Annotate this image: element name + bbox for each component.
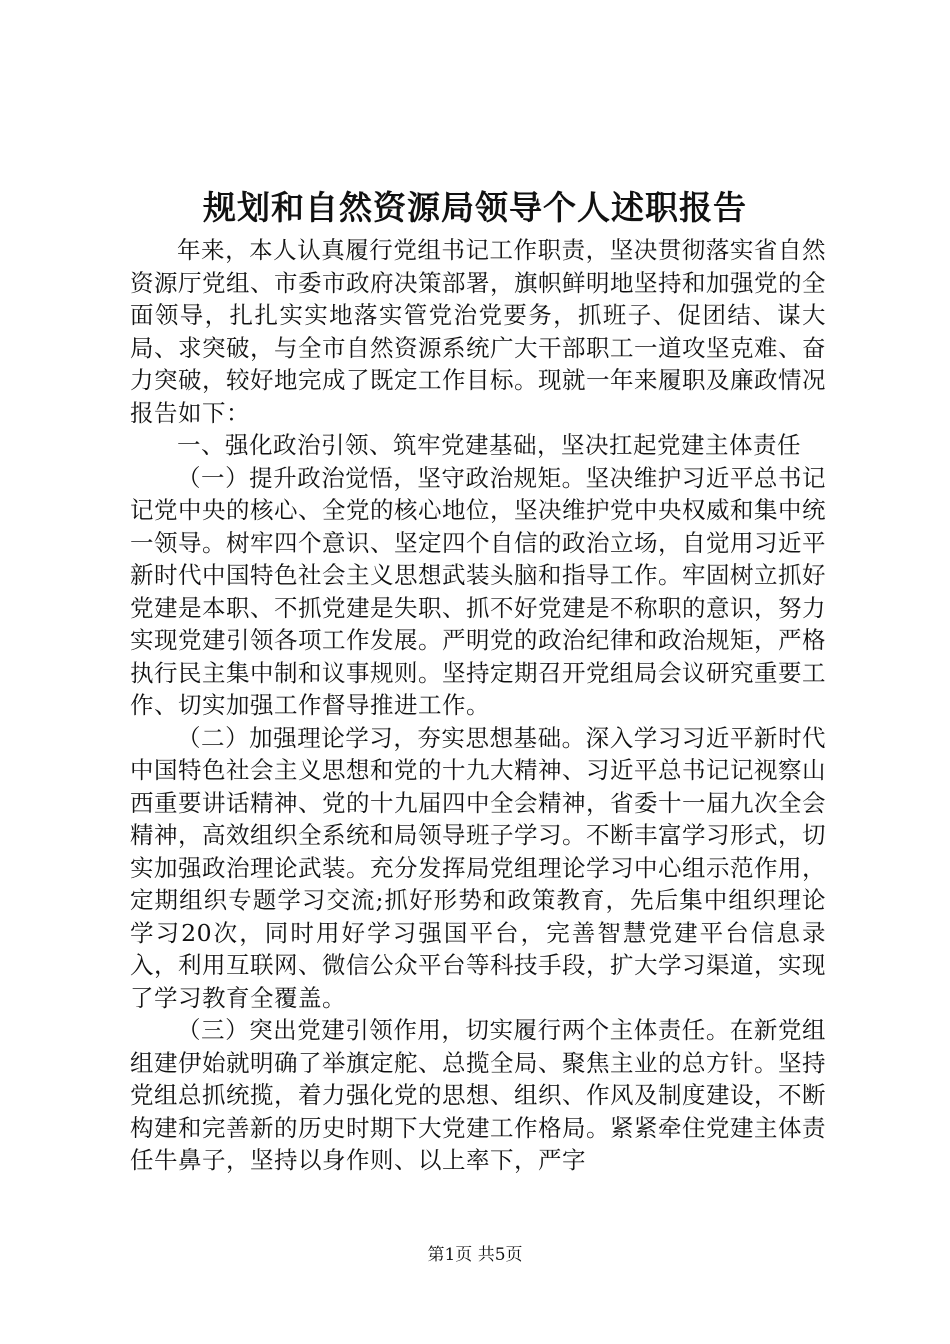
page-footer: 第1页 共5页 xyxy=(427,1245,523,1265)
section-heading-1: 一、强化政治引领、筑牢党建基础，坚决扛起党建主体责任 xyxy=(177,431,801,459)
paragraph-section-1-3: （三）突出党建引领作用，切实履行两个主体责任。在新党组组建伊始就明确了举旗定舵、总揽全局、聚焦主业的总方针。坚持党组总抓统揽，着力强化党的思想、组织、作风及制度建设，不断构建和完善新的历史时期下大党建工作格局。紧紧牵住党建主体责任牛鼻子，坚持以身作则、以上率下，严字 xyxy=(130,1016,826,1174)
paragraph-section-1-2: （二）加强理论学习，夯实思想基础。深入学习习近平新时代中国特色社会主义思想和党的十九大精神、习近平总书记记视察山西重要讲话精神、党的十九届四中全会精神，省委十一届九次全会精神，高效组织全系统和局领导班子学习。不断丰富学习形式，切实加强政治理论武装。充分发挥局党组理论学习中心组示范作用，定期组织专题学习交流;抓好形势和政策教育，先后集中组织理论学习20次，同时用好学习强国平台，完善智慧党建平台信息录入，利用互联网、微信公众平台等科技手段，扩大学习渠道，实现了学习教育全覆盖。 xyxy=(130,723,826,1012)
document-body xyxy=(130,234,826,1177)
document-title: 规划和自然资源局领导个人述职报告 xyxy=(203,188,747,227)
paragraph-section-1-1: （一）提升政治觉悟，坚守政治规矩。坚决维护习近平总书记记党中央的核心、全党的核心地位，坚决维护党中央权威和集中统一领导。树牢四个意识、坚定四个自信的政治立场，自觉用习近平新时代中国特色社会主义思想武装头脑和指导工作。牢固树立抓好党建是本职、不抓党建是失职、抓不好党建是不称职的意识，努力实现党建引领各项工作发展。严明党的政治纪律和政治规矩，严格执行民主集中制和议事规则。坚持定期召开党组局会议研究重要工作、切实加强工作督导推进工作。 xyxy=(130,463,826,719)
paragraph-intro: 年来，本人认真履行党组书记工作职责，坚决贯彻落实省自然资源厅党组、市委市政府决策部署，旗帜鲜明地坚持和加强党的全面领导，扎扎实实地落实管党治党要务，抓班子、促团结、谋大局、求突破，与全市自然资源系统广大干部职工一道攻坚克难、奋力突破，较好地完成了既定工作目标。现就一年来履职及廉政情况报告如下： xyxy=(130,236,826,427)
